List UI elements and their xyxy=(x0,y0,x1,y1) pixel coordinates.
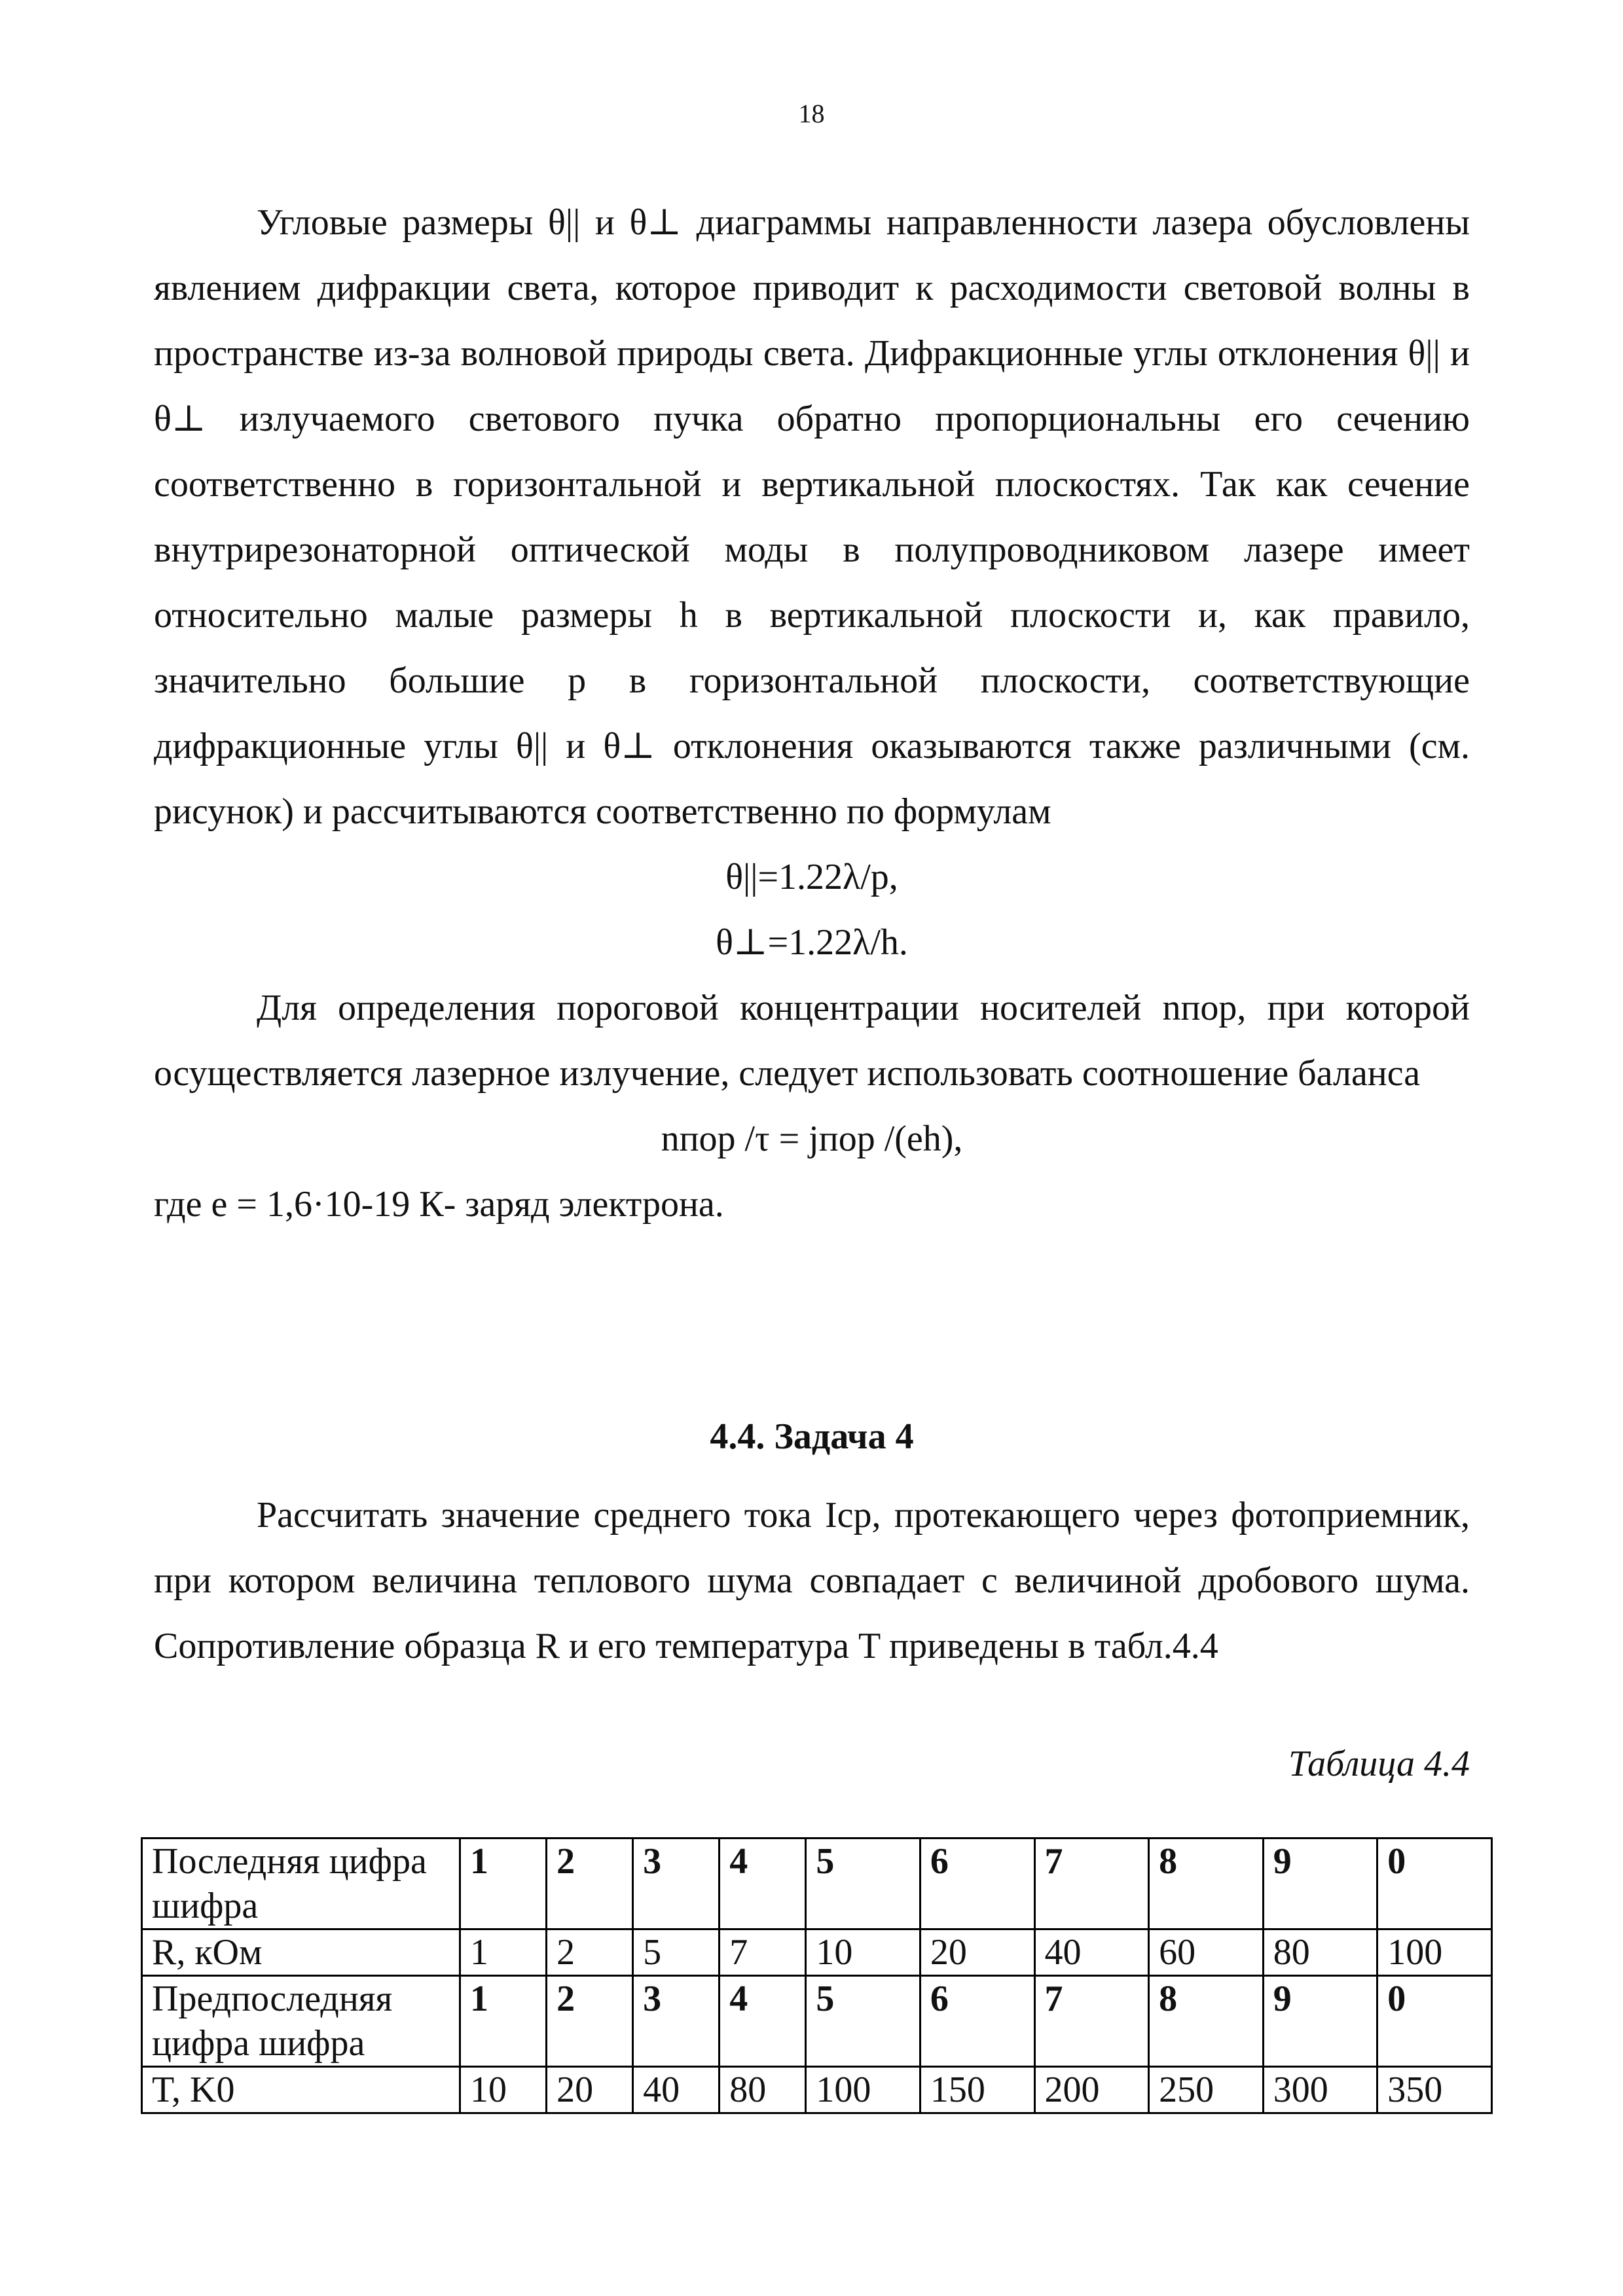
table-cell: 4 xyxy=(720,1839,806,1929)
table-cell: 5 xyxy=(633,1929,720,1976)
table-cell: 250 xyxy=(1149,2067,1264,2113)
formula-theta-parallel: θ||=1.22λ/p, xyxy=(725,857,898,897)
table-cell: 4 xyxy=(720,1976,806,2067)
table-cell: 60 xyxy=(1149,1929,1264,1976)
table-cell: 0 xyxy=(1377,1976,1492,2067)
table-cell: 80 xyxy=(720,2067,806,2113)
table-row xyxy=(142,1839,1492,1929)
data-table xyxy=(141,1837,1493,2114)
row-label: T, K0 xyxy=(142,2067,460,2113)
table-cell: 1 xyxy=(460,1929,547,1976)
row-label: Предпоследняя цифра шифра xyxy=(142,1976,460,2067)
table-cell: 1 xyxy=(460,1976,547,2067)
table-cell: 100 xyxy=(1377,1929,1492,1976)
table-cell: 100 xyxy=(806,2067,921,2113)
page-number: 18 xyxy=(798,99,825,128)
table-cell: 5 xyxy=(806,1976,921,2067)
table-cell: 20 xyxy=(920,1929,1034,1976)
table-row xyxy=(142,2067,1492,2113)
table-cell: 3 xyxy=(633,1976,720,2067)
table-cell: 6 xyxy=(920,1976,1034,2067)
table-cell: 9 xyxy=(1263,1976,1377,2067)
table-cell: 8 xyxy=(1149,1839,1264,1929)
table-row xyxy=(142,1929,1492,1976)
paragraph-angles: Угловые размеры θ|| и θ⊥ диаграммы направленности лазера обусловлены явлением дифракции света, которое приводит к расходимости световой волны в пространстве из-за волновой природы света. Дифракционные углы отклонения θ|| и θ⊥ излучаемого светового пучка обратно пропорциональны его сечению соответственно в горизонтальной и вертикальной плоскостях. Так как сечение внутрирезонаторной оптической моды в полупроводниковом лазере имеет относительно малые размеры h в вертикальной плоскости и, как правило, значительно большие p в горизонтальной плоскости, соответствующие дифракционные углы θ|| и θ⊥ отклонения оказываются также различными (см. рисунок) и рассчитываются соответственно по формулам xyxy=(154,202,1470,832)
task-text: Рассчитать значение среднего тока Iср, протекающего через фотоприемник, при котором величина теплового шума совпадает с величиной дробового шума. Сопротивление образца R и его температура T приведены в табл.4.4 xyxy=(154,1495,1470,1666)
table-cell: 1 xyxy=(460,1839,547,1929)
table-cell: 7 xyxy=(720,1929,806,1976)
table-cell: 10 xyxy=(806,1929,921,1976)
table-caption: Таблица 4.4 xyxy=(1288,1744,1470,1784)
table-row xyxy=(142,1976,1492,2067)
table-cell: 7 xyxy=(1034,1976,1149,2067)
table-cell: 2 xyxy=(547,1976,633,2067)
table-cell: 0 xyxy=(1377,1839,1492,1929)
table-cell: 40 xyxy=(1034,1929,1149,1976)
section-heading: 4.4. Задача 4 xyxy=(710,1416,914,1457)
table-cell: 150 xyxy=(920,2067,1034,2113)
table-cell: 2 xyxy=(547,1839,633,1929)
table-cell: 40 xyxy=(633,2067,720,2113)
task-section xyxy=(154,1404,1470,1797)
table-cell: 80 xyxy=(1263,1929,1377,1976)
paragraph-electron-charge: где e = 1,6·10-19 К- заряд электрона. xyxy=(154,1184,724,1225)
main-text xyxy=(154,190,1470,1237)
table-cell: 6 xyxy=(920,1839,1034,1929)
table-cell: 300 xyxy=(1263,2067,1377,2113)
table-cell: 350 xyxy=(1377,2067,1492,2113)
table-cell: 9 xyxy=(1263,1839,1377,1929)
formula-theta-perp: θ⊥=1.22λ/h. xyxy=(716,922,908,963)
formula-balance: nпор /τ = jпор /(eh), xyxy=(661,1119,963,1159)
table-cell: 3 xyxy=(633,1839,720,1929)
table-cell: 8 xyxy=(1149,1976,1264,2067)
table-cell: 7 xyxy=(1034,1839,1149,1929)
row-label: R, кОм xyxy=(142,1929,460,1976)
table-cell: 5 xyxy=(806,1839,921,1929)
row-label: Последняя цифра шифра xyxy=(142,1839,460,1929)
table-cell: 10 xyxy=(460,2067,547,2113)
table-cell: 20 xyxy=(547,2067,633,2113)
table-cell: 2 xyxy=(547,1929,633,1976)
paragraph-threshold: Для определения пороговой концентрации носителей nпор, при которой осуществляется лазерное излучение, следует использовать соотношение баланса xyxy=(154,988,1470,1094)
table-cell: 200 xyxy=(1034,2067,1149,2113)
